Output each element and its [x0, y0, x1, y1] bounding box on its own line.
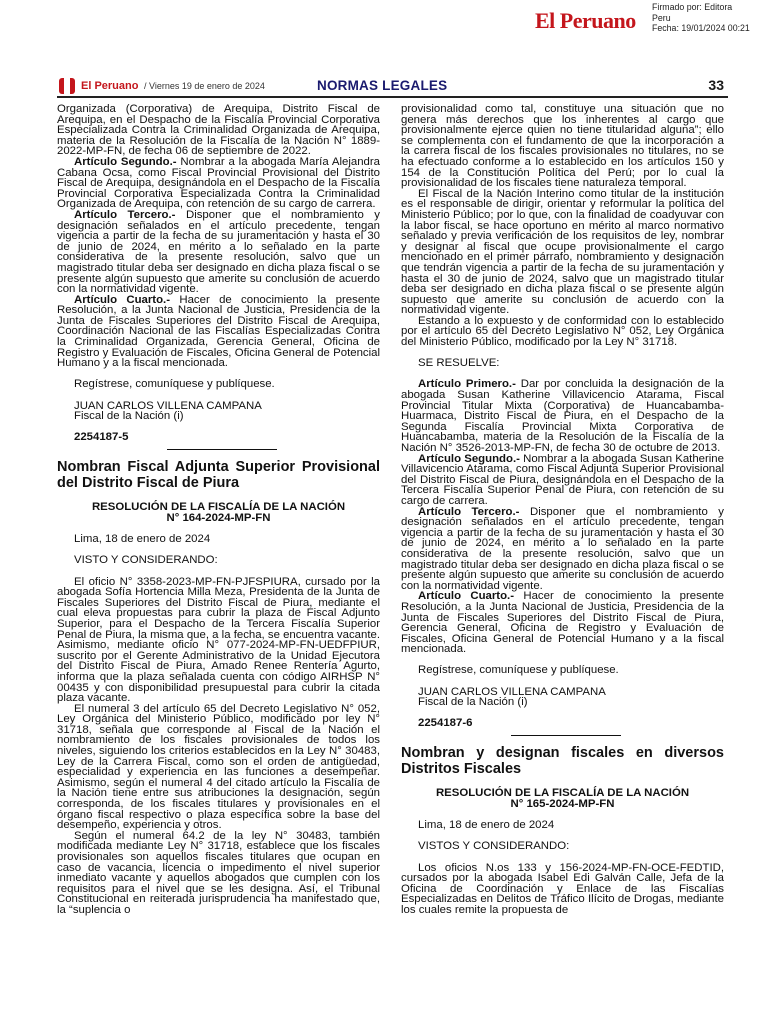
section-divider — [511, 735, 621, 736]
article-text: Dar por concluida la designación de la abogada Susan Katherine Villavicencio Atarama, Fiscal Provincial Titular Mixta (Corporativa) de Huancabamba-Huarmaca, Distrito Fiscal de Piura, en el Despacho de la Segunda Fiscalía Provincial Mixta Corporativa de Huancabamba, materia de la Resolución de la Fiscalía de la Nación N° 3526-2013-MP-FN, de fecha 30 de octubre de 2013. — [401, 378, 724, 454]
resolution-title-line-2: N° 164-2024-MP-FN — [166, 511, 271, 524]
resolution-date: Lima, 18 de enero de 2024 — [418, 819, 555, 832]
article-label: Artículo Segundo.- — [418, 452, 520, 465]
signature-text — [652, 2, 768, 34]
signer-name: JUAN CARLOS VILLENA CAMPANA — [418, 685, 606, 698]
article-label: Artículo Primero.- — [418, 378, 516, 391]
right-column — [401, 104, 724, 916]
digital-signature-block — [0, 0, 768, 40]
signature-line-3: Fecha: 19/01/2024 00:21 — [652, 23, 750, 33]
visto-heading: VISTO Y CONSIDERANDO: — [74, 554, 218, 567]
article-label: Artículo Cuarto.- — [418, 590, 515, 603]
article-paragraph — [401, 507, 724, 592]
section-divider — [167, 449, 277, 450]
article-text: Hacer de conocimiento la presente Resolución, a la Junta Nacional de Justicia, Presidencia de la Junta de Fiscales Superiores del Distrito Fiscal de Arequipa, Coordinación Nacional de las Fiscalías Especializadas Contra la Criminalidad Organizada, Gerencia General, Oficina de Registro y Evaluación de Fiscales, Oficina General de Potencial Humano y a la fiscal mencionada. — [57, 293, 381, 370]
paragraph: Los oficios N.os 133 y 156-2024-MP-FN-OCE-FEDTID, cursados por la abogada Isabel Edi Galván Calle, Jefa de la Oficina de Coordinación y Enlace de las Fiscalías Especializadas en Delitos de Tráfico Ilícito de Drogas, mediante los cuales remite la propuesta de — [401, 861, 724, 916]
article-text: Disponer que el nombramiento y designación señalados en el artículo precedente, tengan vigencia a partir de la fecha de su juramentación y hasta el 30 de junio de 2024, en mérito a lo señalado en la parte considerativa de la presente resolución, salvo que un magistrado titular deba ser designado en dicha plaza fiscal o se presente algún supuesto que amerite su conclusión de acuerdo con la normatividad vigente. — [57, 208, 380, 296]
article-paragraph — [57, 210, 380, 295]
page-number: 33 — [708, 77, 724, 93]
paragraph: Según el numeral 64.2 de la ley N° 30483, también modificada mediante Ley N° 31718, establece que los fiscales provisionales son aquellos fiscales titulares que ocupan en caso de vacancia, licencia o impedimento el nivel superior inmediato vacante y aquellos abogados que cumplen con los requisitos para el nivel que se les designa. Así, el Tribunal Constitucional en reiterada jurisprudencia ha manifestado que, la “suplencia o — [57, 829, 380, 916]
publication-code: 2254187-6 — [418, 717, 473, 730]
paragraph: El Fiscal de la Nación Interino como titular de la institución es el responsable de dirigir, orientar y reformular la política del Ministerio Público; por lo que, con la finalidad de coadyuvar con la labor fiscal, se hace oportuno en mérito al marco normativo señalado y previa verificación de los requisitos de ley, nombrar y designar al fiscal que ocupe provisionalmente el cargo mencionado en el primer párrafo, nombramiento y designación que tendrán vigencia a partir de la fecha de su juramentación y hasta el 30 de junio de 2024, salvo que un magistrado titular deba ser designado en dicha plaza fiscal o se presente algún supuesto que amerite su conclusión de acuerdo con la normatividad vigente. — [401, 187, 724, 317]
article-label: Artículo Segundo.- — [74, 155, 177, 168]
resolve-heading: SE RESUELVE: — [418, 357, 500, 370]
paragraph: Organizada (Corporativa) de Arequipa, Distrito Fiscal de Arequipa, en el Despacho de la Fiscalía Provincial Corporativa Especializada Contra la Criminalidad Organizada de Arequipa, materia de la Resolución de la Fiscalía de la Nación N° 1889-2022-MP-FN, de fecha 06 de septiembre de 2022. — [57, 103, 380, 158]
page-header — [57, 76, 728, 98]
article-text: Disponer que el nombramiento y designación señalados en el artículo precedente, tengan vigencia a partir de la fecha de su juramentación y hasta el 30 de junio de 2024, en mérito a lo señalado en la parte considerativa de la presente resolución, salvo que un magistrado titular deba ser designado en dicha plaza fiscal o se presente algún supuesto que amerite su conclusión de acuerdo con la normatividad vigente. — [401, 505, 724, 592]
article-text: Hacer de conocimiento la presente Resolución, a la Junta Nacional de Justicia, Presidencia de la Junta de Fiscales Superiores del Distrito Fiscal de Piura, Gerencia General, Oficina de Registro y Evaluación de Fiscales, Oficina General de Potencial Humano y a la fiscal mencionada. — [401, 590, 725, 656]
article-text: Nombrar a la abogada Susan Katherine Villavicencio Atarama, como Fiscal Adjunta Superior Provisional del Distrito Fiscal de Piura, designándola en el Despacho de la Tercera Fiscalía Superior Penal de Piura, con retención de su cargo de carrera. — [401, 452, 724, 507]
signature-line-2: Peru — [652, 12, 671, 23]
publication-code: 2254187-5 — [74, 431, 129, 444]
resolution-title-line-1: RESOLUCIÓN DE LA FISCALÍA DE LA NACIÓN — [435, 786, 690, 799]
closing-formula: Regístrese, comuníquese y publíquese. — [418, 664, 619, 677]
header-paper-name: El Peruano — [81, 80, 139, 92]
article-label: Artículo Tercero.- — [74, 208, 176, 221]
paragraph: El oficio N° 3358-2023-MP-FN-PJFSPIURA, cursado por la abogada Sofía Hortencia Milla Meza, Presidenta de la Junta de Fiscales Superiores del Distrito Fiscal de Piura, mediante el cual eleva propuestas para cubrir la plaza de Fiscal Adjunto Superior, para el Despacho de la Tercera Fiscalía Superior Penal de Piura, la misma que, a la fecha, se encuentra vacante. Asimismo, mediante oficio N° 077-2024-MP-FN-UEDFPIUR, suscrito por el Gerente Administrativo de la Unidad Ejecutora del Distrito Fiscal de Piura, Amado Renee Rentería Agurto, informa que la plaza señalada cuenta con código AIRHSP N° 00435 y con disponibilidad presupuestal para cubrir la citada plaza vacante. — [57, 575, 380, 705]
resolution-title-line-2: N° 165-2024-MP-FN — [510, 797, 615, 810]
article-paragraph — [401, 454, 724, 507]
signer-role: Fiscal de la Nación (i) — [418, 696, 528, 709]
header-date: / Viernes 19 de enero de 2024 — [144, 81, 265, 91]
paragraph: Estando a lo expuesto y de conformidad con lo establecido por el artículo 65 del Decreto Legislativo N° 052, Ley Orgánica del Ministerio Público, modificado por la Ley N° 31718. — [401, 314, 724, 349]
resolution-title-line-1: RESOLUCIÓN DE LA FISCALÍA DE LA NACIÓN — [91, 500, 346, 513]
paragraph: El numeral 3 del artículo 65 del Decreto Legislativo N° 052, Ley Orgánica del Ministerio Público, modificado por ley N° 31718, señala que corresponde al Fiscal de la Nación el nombramiento de los fiscales provisionales de todos los niveles, siguiendo los criterios establecidos en la Ley N° 30483, Ley de la Carrera Fiscal, como son el orden de antigüedad, especialidad y experiencia en las funciones a desempeñar. Asimismo, según el numeral 4 del citado artículo la Fiscalía de la Nación tiene entre sus atribuciones la designación, según corresponda, de los fiscales titulares y provisionales en el órgano fiscal respectivo o plaza específica sobre la base del desempeño, experiencia y otros. — [57, 702, 380, 832]
header-section-title: NORMAS LEGALES — [317, 78, 448, 93]
article-paragraph — [401, 591, 724, 655]
resolution-date: Lima, 18 de enero de 2024 — [74, 533, 211, 546]
paragraph: provisionalidad como tal, constituye una situación que no genera más derechos que los inherentes al cargo que provisionalmente ejerce quien no tiene titularidad alguna”; ello se complementa con el fundamento de que la incorporación a la carrera fiscal de los fiscales provisionales no titulares, no se ha efectuado conforme a lo establecido en los artículos 150 y 154 de la Constitución Política del Perú; por lo cual la provisionalidad de los fiscales tiene naturaleza temporal. — [401, 103, 724, 190]
notice-title: Nombran y designan fiscales en diversos Distritos Fiscales — [401, 745, 724, 777]
article-paragraph — [57, 157, 380, 210]
article-label: Artículo Cuarto.- — [74, 293, 171, 306]
signer-name: JUAN CARLOS VILLENA CAMPANA — [74, 399, 262, 412]
el-peruano-logo: El Peruano — [535, 8, 636, 33]
peru-flag-icon — [59, 78, 75, 94]
left-column — [57, 104, 380, 916]
article-label: Artículo Tercero.- — [418, 505, 520, 518]
signer-role: Fiscal de la Nación (i) — [74, 410, 184, 423]
article-paragraph — [401, 379, 724, 453]
article-text: Nombrar a la abogada María Alejandra Cabana Ocsa, como Fiscal Provincial Provisional del Distrito Fiscal de Arequipa, designándola en el Despacho de la Fiscalía Provincial Corporativa Especializada Contra la Criminalidad Organizada de Arequipa, con retención de su cargo de carrera. — [57, 155, 380, 211]
article-paragraph — [57, 295, 380, 369]
signature-line-1: Firmado por: Editora — [652, 2, 733, 12]
notice-title: Nombran Fiscal Adjunta Superior Provisional del Distrito Fiscal de Piura — [57, 459, 380, 491]
closing-formula: Regístrese, comuníquese y publíquese. — [74, 378, 275, 391]
visto-heading: VISTOS Y CONSIDERANDO: — [418, 840, 570, 853]
